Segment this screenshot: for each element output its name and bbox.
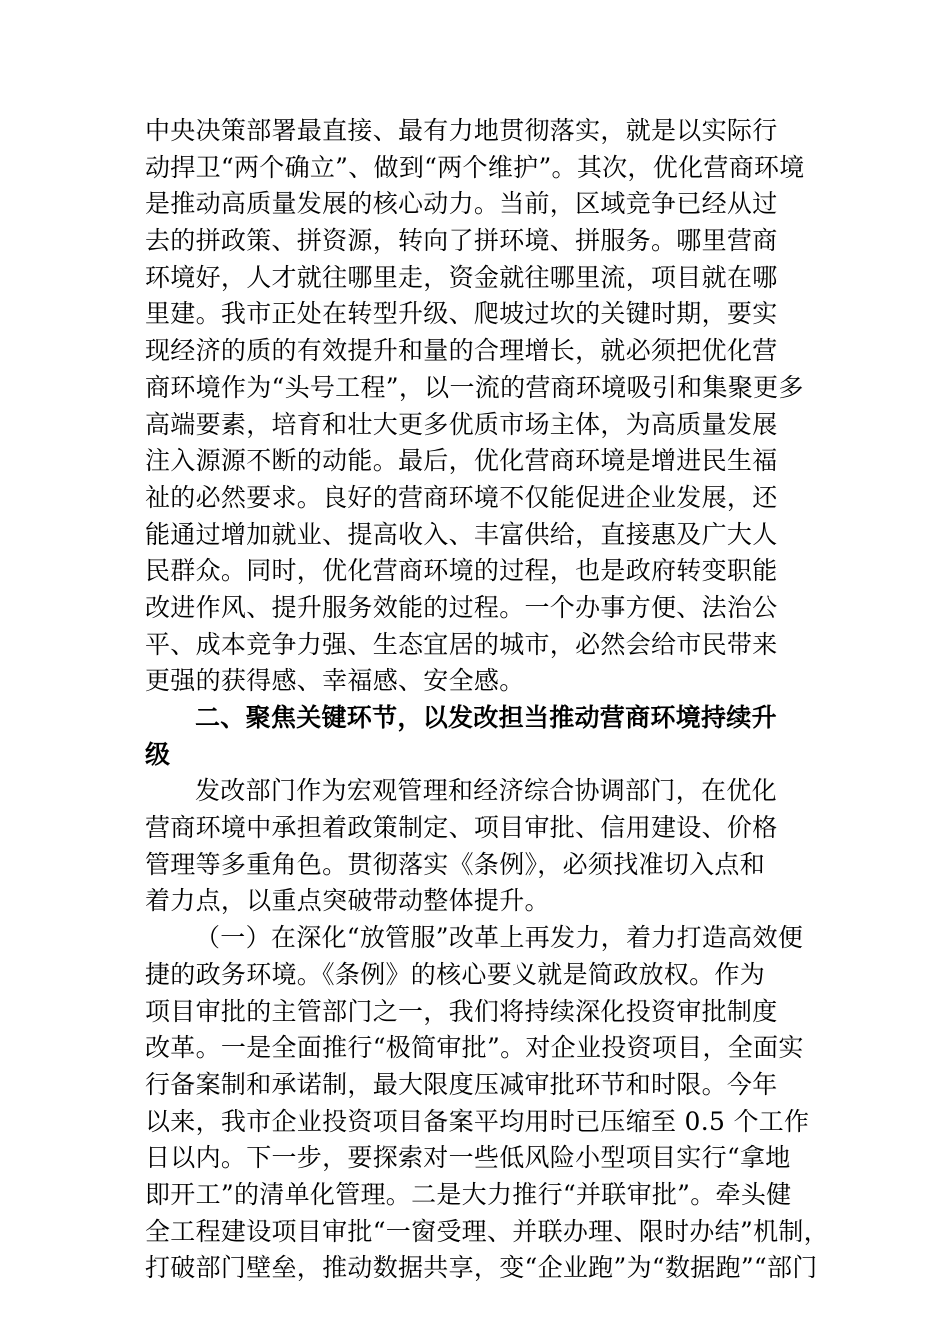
- text-line: 行备案制和承诺制，最大限度压减审批环节和时限。今年: [145, 1069, 778, 1099]
- text-line: 去的拼政策、拼资源，转向了拼环境、拼服务。哪里营商: [145, 226, 778, 256]
- text-line: 商环境作为“头号工程”，以一流的营商环境吸引和集聚更多: [145, 372, 804, 402]
- subsection-line: （一）在深化“放管服”改革上再发力，着力打造高效便: [195, 923, 804, 953]
- text-line: 改进作风、提升服务效能的过程。一个办事方便、法治公: [145, 592, 778, 622]
- text-line: 即开工”的清单化管理。二是大力推行“并联审批”。牵头健: [145, 1179, 792, 1209]
- text-line: 高端要素，培育和壮大更多优质市场主体，为高质量发展: [145, 409, 778, 439]
- text-line: 发改部门作为宏观管理和经济综合协调部门，在优化: [195, 776, 777, 806]
- text-line: 中央决策部署最直接、最有力地贯彻落实，就是以实际行: [145, 116, 778, 145]
- text-line: 民群众。同时，优化营商环境的过程，也是政府转变职能: [145, 556, 778, 586]
- text-line: 项目审批的主管部门之一，我们将持续深化投资审批制度: [145, 996, 778, 1026]
- text-line: 日以内。下一步，要探索对一些低风险小型项目实行“拿地: [145, 1143, 791, 1173]
- text-line: 能通过增加就业、提高收入、丰富供给，直接惠及广大人: [145, 519, 778, 549]
- text-line: 注入源源不断的动能。最后，优化营商环境是增进民生福: [145, 446, 778, 476]
- text-line: 动捍卫“两个确立”、做到“两个维护”。其次，优化营商环境: [145, 152, 805, 182]
- text-line: 管理等多重角色。贯彻落实《条例》，必须找准切入点和: [145, 849, 766, 879]
- document-page: [145, 113, 829, 1287]
- section-heading-cont: 级: [145, 739, 171, 769]
- text-line: 更强的获得感、幸福感、安全感。: [145, 666, 525, 696]
- text-line: 以来，我市企业投资项目备案平均用时已压缩至 0.5 个工作: [145, 1106, 810, 1136]
- text-line: 打破部门壁垒，推动数据共享，变“企业跑”为“数据跑”“部门: [145, 1253, 818, 1283]
- text-line: 现经济的质的有效提升和量的合理增长，就必须把优化营: [145, 336, 778, 366]
- text-line: 环境好，人才就往哪里走，资金就往哪里流，项目就在哪: [145, 262, 778, 292]
- text-line: 里建。我市正处在转型升级、爬坡过坎的关键时期，要实: [145, 299, 778, 329]
- text-line: 营商环境中承担着政策制定、项目审批、信用建设、价格: [145, 813, 778, 843]
- text-line: 改革。一是全面推行“极简审批”。对企业投资项目，全面实: [145, 1033, 804, 1063]
- text-line: 捷的政务环境。《条例》的核心要义就是简政放权。作为: [145, 959, 766, 989]
- text-line: 是推动高质量发展的核心动力。当前，区域竞争已经从过: [145, 189, 778, 219]
- text-line: 全工程建设项目审批“一窗受理、并联办理、限时办结”机制，: [145, 1216, 829, 1246]
- section-heading: 二、聚焦关键环节，以发改担当推动营商环境持续升: [195, 703, 777, 732]
- text-line: 平、成本竞争力强、生态宜居的城市，必然会给市民带来: [145, 629, 778, 659]
- text-line: 着力点，以重点突破带动整体提升。: [145, 886, 550, 916]
- text-line: 祉的必然要求。良好的营商环境不仅能促进企业发展，还: [145, 482, 778, 512]
